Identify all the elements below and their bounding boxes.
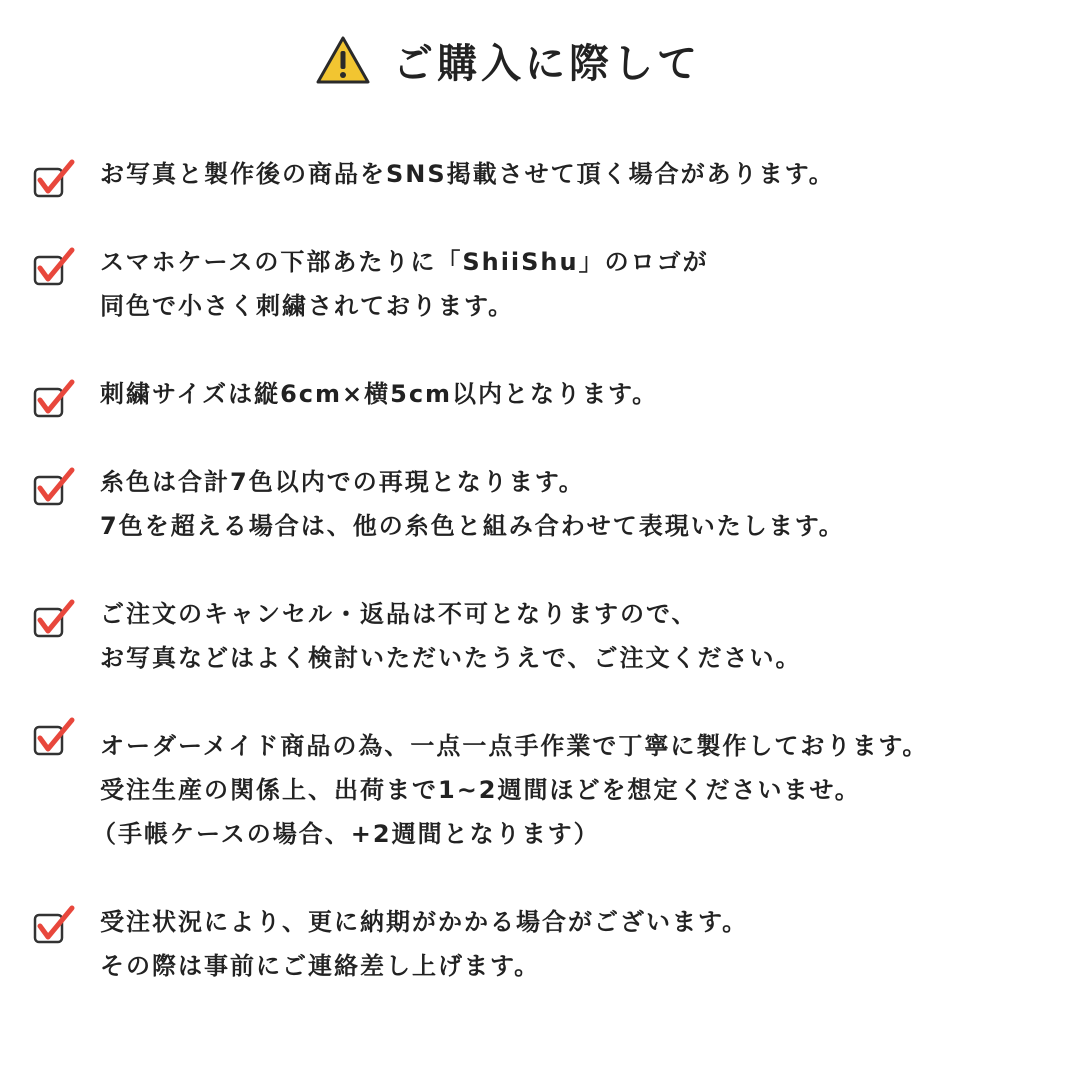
header-inner [315, 32, 701, 89]
notice-item-4 [32, 460, 1072, 552]
notice-item-5 [32, 592, 1072, 684]
notice-line: 糸色は合計7色以内での再現となります。 [100, 468, 585, 496]
notice-text [100, 372, 1080, 416]
notice-line: スマホケースの下部あたりに「ShiiShu」のロゴが [100, 248, 709, 276]
notice-line: 受注生産の関係上、出荷まで1~2週間ほどを想定くださいませ。 [100, 776, 861, 804]
notice-item-2 [32, 240, 1072, 332]
notice-line: ご注文のキャンセル・返品は不可となりますので、 [100, 600, 698, 628]
checkbox-checked-icon [32, 904, 76, 948]
notice-line: （手帳ケースの場合、+2週間となります） [92, 820, 600, 848]
notice-text [100, 460, 1080, 548]
notice-text [92, 724, 1080, 856]
checkbox-checked-icon [32, 598, 76, 642]
notice-item-6 [32, 724, 1072, 860]
notice-line: その際は事前にご連絡差し上げます。 [100, 952, 541, 980]
notice-text [100, 240, 1080, 328]
notice-item-1 [32, 152, 1072, 200]
checkbox-checked-icon [32, 246, 76, 290]
notice-item-3 [32, 372, 1072, 420]
notice-text [100, 152, 1080, 196]
checkbox-checked-icon [32, 158, 76, 202]
notice-line: オーダーメイド商品の為、一点一点手作業で丁寧に製作しております。 [100, 732, 929, 760]
checkbox-checked-icon [32, 378, 76, 422]
checkbox-checked-icon [32, 716, 76, 760]
page-title: ご購入に際して [393, 40, 701, 87]
checkbox-checked-icon [32, 466, 76, 510]
notice-line: 受注状況により、更に納期がかかる場合がございます。 [100, 908, 749, 936]
notice-line: お写真などはよく検討いただいたうえで、ご注文ください。 [100, 644, 802, 672]
notice-line: 刺繍サイズは縦6cm×横5cm以内となります。 [100, 380, 659, 408]
notice-text [100, 592, 1080, 680]
notice-line: 7色を超える場合は、他の糸色と組み合わせて表現いたします。 [100, 512, 845, 540]
notice-line: 同色で小さく刺繍されております。 [100, 292, 515, 320]
page-header [0, 28, 1080, 92]
notice-text [100, 900, 1080, 988]
notice-item-7 [32, 900, 1072, 992]
warning-icon [315, 34, 371, 86]
notice-line: お写真と製作後の商品をSNS掲載させて頂く場合があります。 [100, 160, 835, 188]
